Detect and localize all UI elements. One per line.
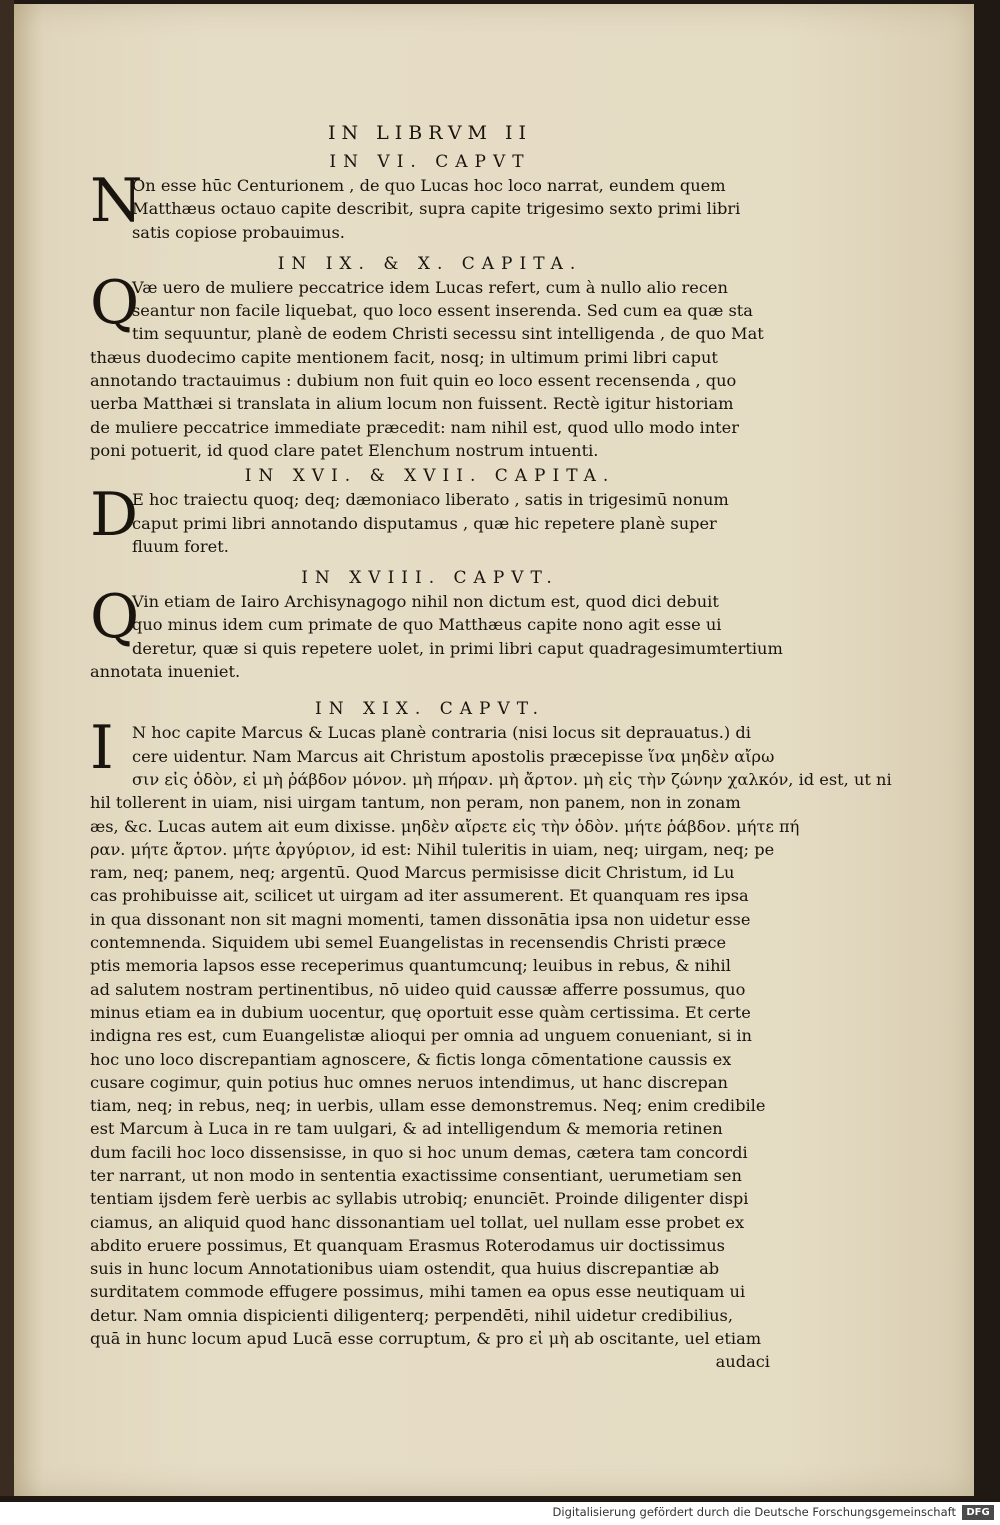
text-line: On esse hūc Centurionem , de quo Lucas hoc loco narrat, eundem quem <box>132 176 726 195</box>
text-line: deretur, quæ si quis repetere uolet, in primi libri caput quadragesimumtertium <box>132 638 783 658</box>
text-line: tim sequuntur, planè de eodem Christi secessu sint intelligenda , de quo Mat <box>132 324 764 344</box>
text-line: satis copiose probauimus. <box>132 222 345 242</box>
binding-edge <box>0 0 14 1496</box>
drop-initial: I <box>90 713 114 784</box>
text-line: Vin etiam de Iairo Archisynagogo nihil non dictum est, quod dici debuit <box>132 592 719 612</box>
text-line: N hoc capite Marcus & Lucas planè contraria (nisi locus sit deprauatus.) di <box>132 723 751 743</box>
text-line: hoc uno loco discrepantiam agnoscere, & fictis longa cōmentatione caussis ex <box>90 1049 732 1069</box>
running-head: IN LIBRVM II <box>327 122 533 144</box>
text-line: dum facili hoc loco dissensisse, in quo si hoc unum demas, cætera tam concordi <box>90 1142 748 1162</box>
text-line: ραν. μήτε ἄρτον. μήτε ἀργύριον, id est: Nihil tuleritis in uiam, neq; uirgam, neq; pe <box>90 839 775 859</box>
section <box>90 697 892 1350</box>
text-line: contemnenda. Siquidem ubi semel Euangelistas in recensendis Christi præce <box>90 933 727 953</box>
text-line: fluum foret. <box>132 536 229 556</box>
section-heading: IN IX. & X. CAPITA. <box>277 253 583 274</box>
text-line: de muliere peccatrice immediate præcedit: nam nihil est, quod ullo modo inter <box>90 417 739 437</box>
text-line: thæus duodecimo capite mentionem facit, nosq; in ultimum primi libri caput <box>90 347 718 367</box>
text-line: ptis memoria lapsos esse receperimus quantumcunq; leuibus in rebus, & nihil <box>90 956 731 976</box>
text-line: cere uidentur. Nam Marcus ait Christum apostolis præcepisse ἵνα μηδὲν αἴρω <box>132 746 775 766</box>
text-line: annotata inueniet. <box>90 662 241 682</box>
section-paragraph <box>90 267 770 462</box>
section-heading: IN XVI. & XVII. CAPITA. <box>244 466 616 487</box>
dfg-logo: DFG <box>962 1505 994 1520</box>
footer-credit-text: Digitalisierung gefördert durch die Deutsche Forschungsgemeinschaft <box>552 1505 956 1519</box>
text-line: minus etiam ea in dubium uocentur, quę oportuit esse quàm certissima. Et certe <box>90 1002 751 1022</box>
text-line: indigna res est, cum Euangelistæ alioqui per omnia ad unguem conueniant, si in <box>90 1026 752 1046</box>
text-line: æs, &c. Lucas autem ait eum dixisse. μηδὲν αἴρετε εἰς τὴν ὁδὸν. μήτε ῥάβδον. μήτε πή <box>90 816 800 836</box>
text-line: tentiam ijsdem ferè uerbis ac syllabis utrobiq; enunciēt. Proinde diligenter dispi <box>90 1189 749 1209</box>
text-line: Væ uero de muliere peccatrice idem Lucas refert, cum à nullo alio recen <box>132 277 728 297</box>
section-paragraph <box>90 480 770 558</box>
text-line: annotando tractauimus : dubium non fuit quin eo loco essent recensenda , quo <box>90 371 737 391</box>
text-line: ram, neq; panem, neq; argentū. Quod Marcus permisisse dicit Christum, id Lu <box>90 863 735 883</box>
sections-container <box>90 150 892 1350</box>
text-line: in qua dissonant non sit magni momenti, tamen dissonātia ipsa non uidetur esse <box>90 909 751 929</box>
section <box>90 150 770 250</box>
text-line: σιν εἰς ὁδὸν, εἰ μὴ ῥάβδον μόνον. μὴ πήραν. μὴ ἄρτον. μὴ εἰς τὴν ζώνην χαλκόν, id est, ut ni <box>132 769 892 789</box>
catchword: audaci <box>715 1352 770 1372</box>
section-heading: IN VI. CAPVT <box>329 152 531 172</box>
text-line: ciamus, an aliquid quod hanc dissonantiam uel tollat, uel nullam esse probet ex <box>90 1212 745 1232</box>
text-line: E hoc traiectu quoq; deq; dæmoniaco liberato , satis in trigesimū nonum <box>132 490 729 510</box>
text-line: quā in hunc locum apud Lucā esse corruptum, & pro εἰ μὴ ab oscitante, uel etiam <box>90 1329 762 1349</box>
text-line: surditatem commode effugere possimus, mihi tamen ea opus esse neutiquam ui <box>90 1282 746 1302</box>
text-line: quo minus idem cum primate de quo Matthæus capite nono agit esse ui <box>132 615 722 635</box>
text-line: detur. Nam omnia dispicienti diligenterq; perpendēti, nihil uidetur credibilius, <box>90 1305 733 1325</box>
section <box>90 566 783 695</box>
text-line: ter narrant, ut non modo in sententia exactissime consentiant, uerumetiam sen <box>90 1165 742 1185</box>
drop-initial: Q <box>90 582 140 653</box>
section <box>90 252 770 462</box>
text-line: uerba Matthæi si translata in alium locum non fuissent. Rectè igitur historiam <box>90 394 734 414</box>
section-paragraph <box>90 713 892 1350</box>
drop-initial: Q <box>90 267 140 338</box>
drop-initial: N <box>90 166 143 236</box>
section <box>90 464 770 564</box>
text-line: seantur non facile liquebat, quo loco essent inserenda. Sed cum ea quæ sta <box>132 301 753 321</box>
text-line: suis in hunc locum Annotationibus uiam ostendit, qua huius discrepantiæ ab <box>90 1259 720 1279</box>
text-block <box>90 118 892 1374</box>
text-line: caput primi libri annotando disputamus , quæ hic repetere planè super <box>132 513 717 533</box>
text-line: poni potuerit, id quod clare patet Elenchum nostrum intuenti. <box>90 440 599 460</box>
text-line: abdito eruere possimus, Et quanquam Erasmus Roterodamus uir doctissimus <box>90 1235 725 1255</box>
text-line: tiam, neq; in rebus, neq; in uerbis, ullam esse demonstremus. Neq; enim credibile <box>90 1096 766 1116</box>
text-line: Matthæus octauo capite describit, supra capite trigesimo sexto primi libri <box>132 199 741 219</box>
text-line: cusare cogimur, quin potius huc omnes neruos intendimus, ut hanc discrepan <box>90 1072 728 1092</box>
section-heading: IN XVIII. CAPVT. <box>301 568 559 589</box>
text-line: ad salutem nostram pertinentibus, nō uideo quid caussæ afferre possumus, quo <box>90 979 746 999</box>
text-line: est Marcum à Luca in re tam uulgari, & ad intelligendum & memoria retinen <box>90 1119 723 1139</box>
section-paragraph <box>90 166 770 244</box>
footer-bar <box>0 1502 1000 1525</box>
text-line: hil tollerent in uiam, nisi uirgam tantum, non peram, non panem, non in zonam <box>90 793 741 813</box>
section-paragraph <box>90 582 783 683</box>
drop-initial: D <box>90 480 139 551</box>
text-line: cas prohibuisse ait, scilicet ut uirgam ad iter assumerent. Et quanquam res ipsa <box>90 886 749 906</box>
section-heading: IN XIX. CAPVT. <box>315 699 545 720</box>
